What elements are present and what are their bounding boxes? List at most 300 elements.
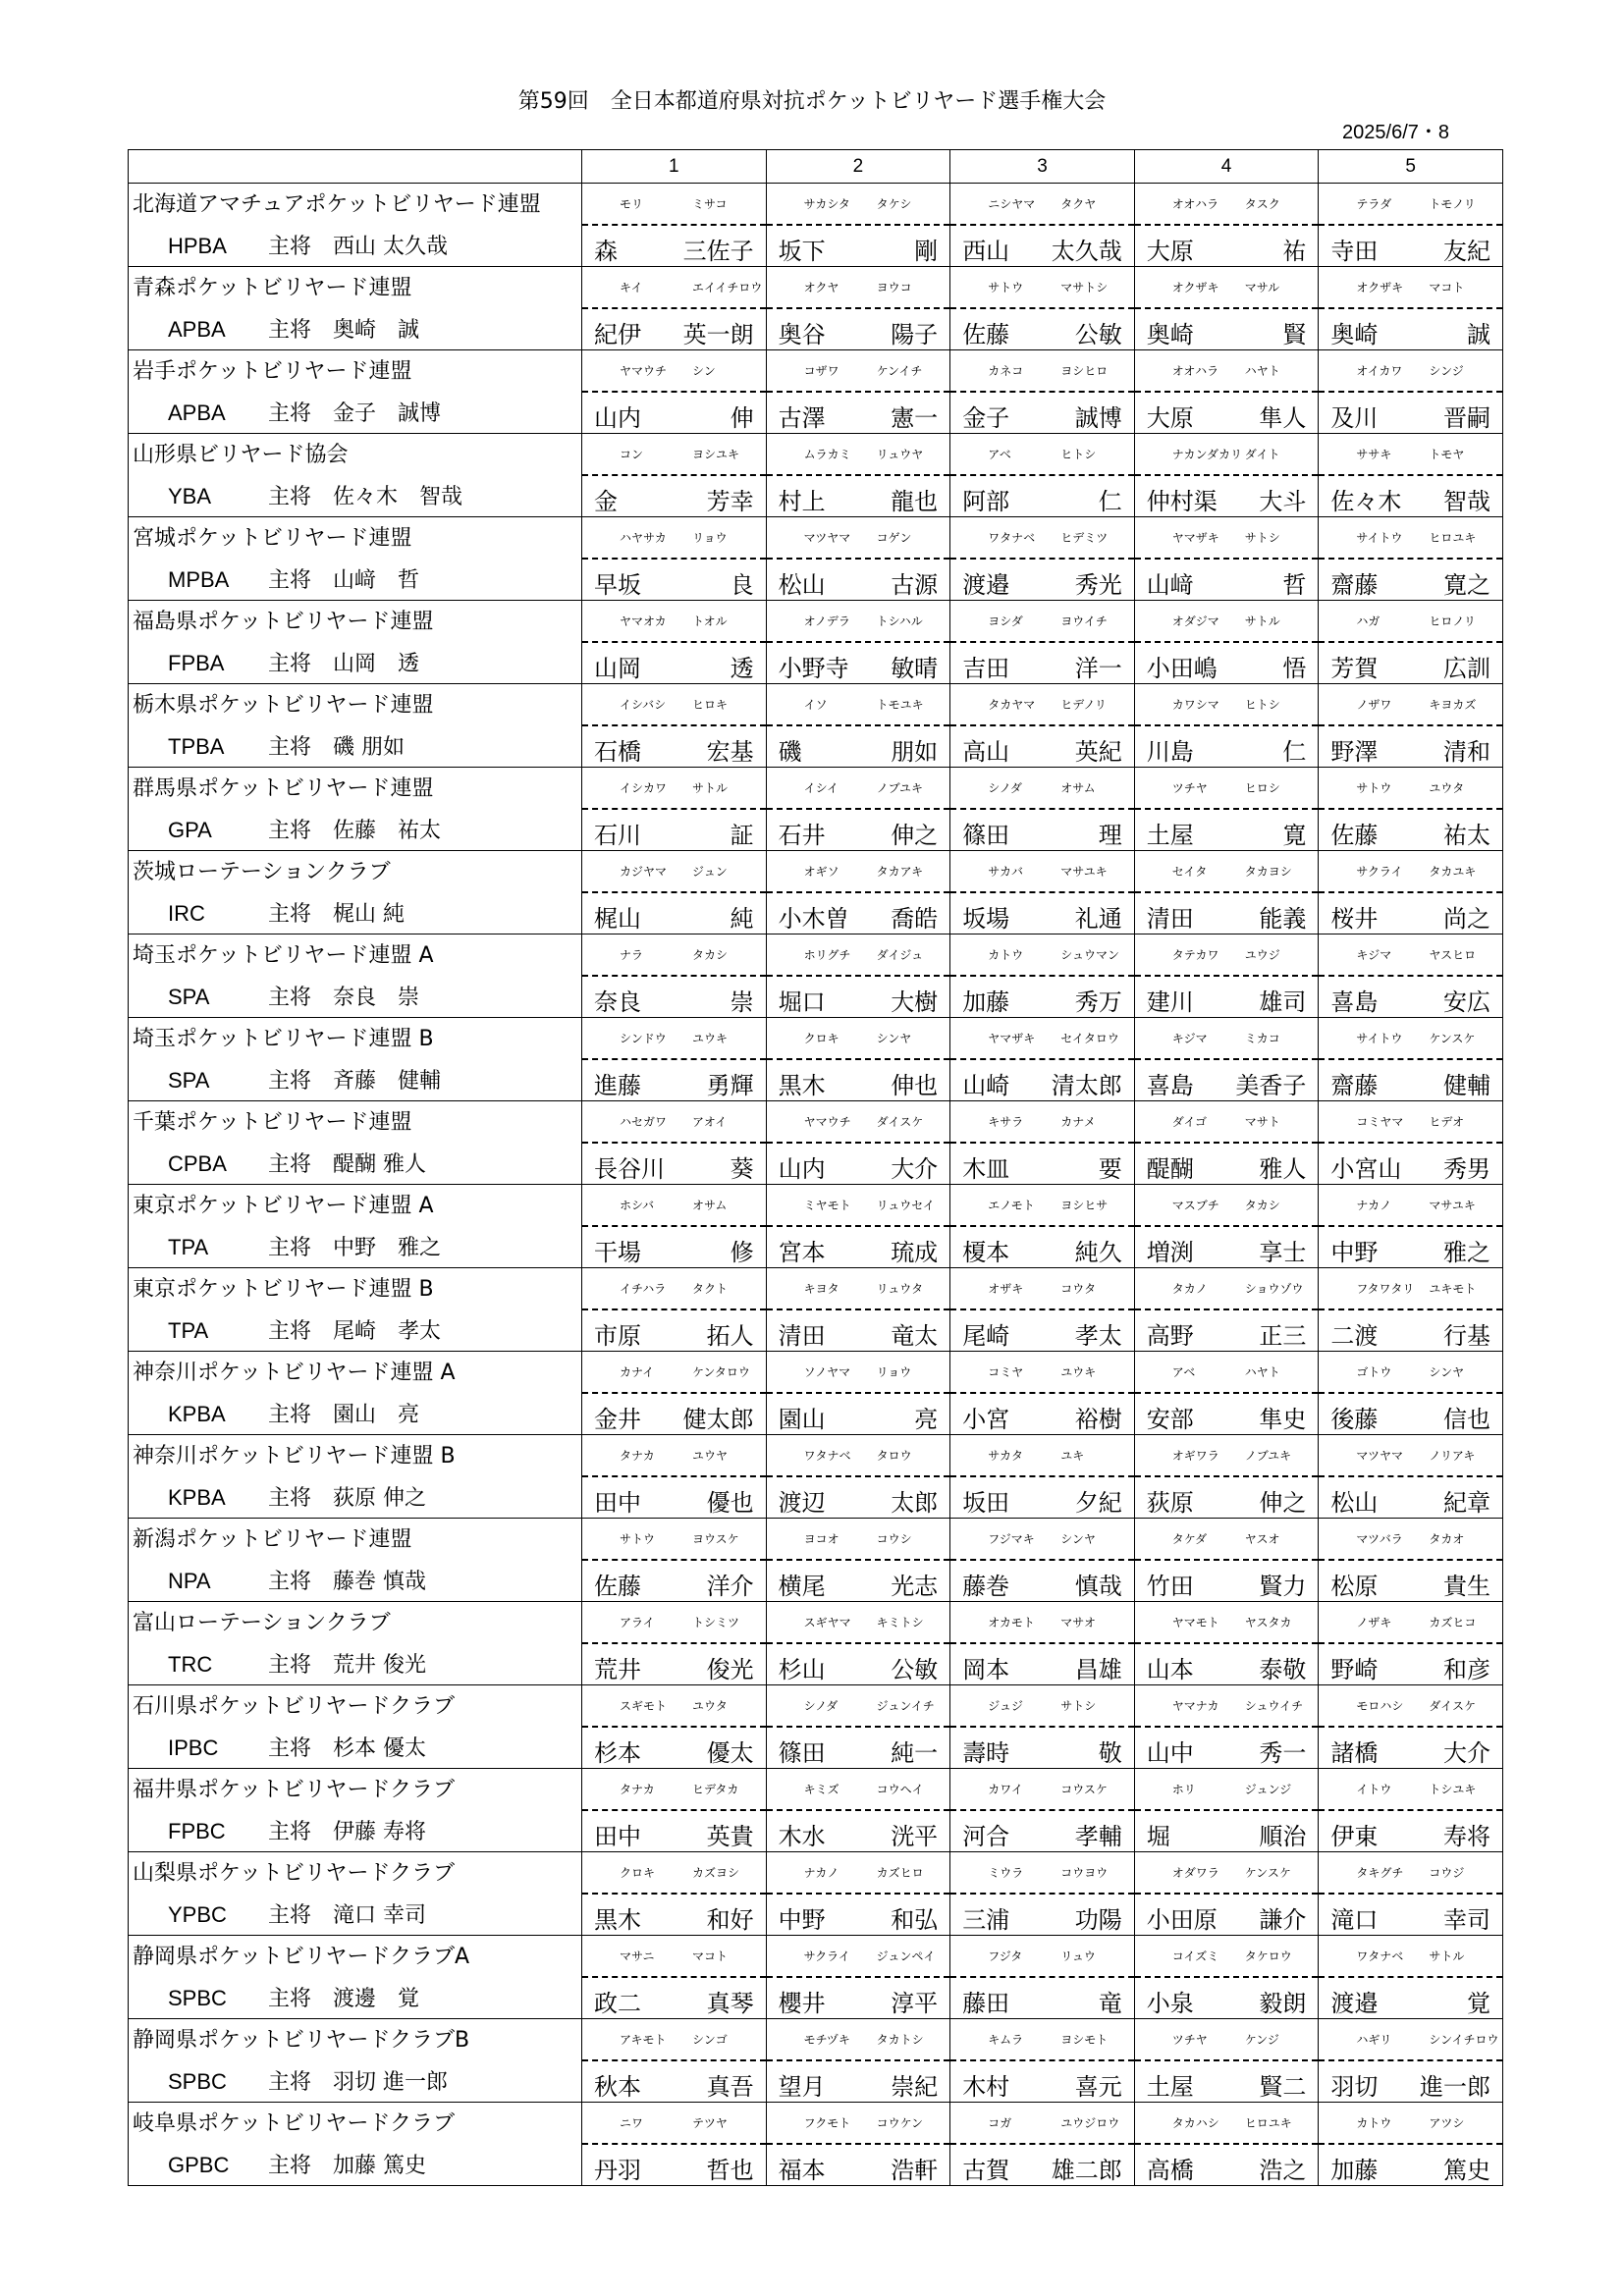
player-name [1319,1644,1502,1684]
player-surname: 滝口 [1330,1906,1379,1934]
player-reading [1135,1185,1319,1227]
player-surname: 干場 [594,1239,641,1266]
team-name: 宮城ポケットビリヤード連盟 [133,526,412,551]
player-surname: 河合 [962,1823,1010,1850]
player-surname: 松山 [1330,1489,1379,1517]
player-cell [1319,1519,1503,1602]
player-given-name: 孝輔 [1074,1823,1122,1850]
team-row [129,1352,1503,1435]
captain-label: 主将 [268,652,312,676]
player-cell [950,934,1135,1018]
given-name-reading: タケシ [876,197,912,211]
player-surname: 望月 [778,2073,826,2101]
captain-label: 主将 [268,1987,312,2011]
player-reading [950,851,1134,893]
player-given-name: 行基 [1442,1322,1490,1350]
surname-reading: マサニ [620,1949,655,1963]
player-reading [1319,1852,1502,1895]
captain-name: 伊藤 寿将 [333,1820,426,1844]
player-surname: 中野 [1330,1239,1379,1266]
captain-name: 羽切 進一郎 [333,2070,448,2095]
player-cell [1319,1268,1503,1352]
player-given-name: 悟 [1282,655,1307,682]
player-surname: 木皿 [962,1155,1010,1183]
given-name-reading: サトル [1244,614,1280,628]
player-surname: 清田 [778,1322,826,1350]
given-name-reading: マサト [1244,1115,1280,1129]
surname-reading: ハヤサカ [620,531,667,545]
player-given-name: 英一朗 [682,321,754,348]
player-surname: 喜島 [1330,988,1379,1016]
player-name [767,1477,950,1518]
team-row [129,517,1503,601]
player-surname: 大原 [1146,238,1194,265]
given-name-reading: ユウタ [1429,781,1465,795]
player-cell [766,2019,950,2103]
player-cell [766,517,950,601]
team-cell [129,684,582,768]
player-given-name: 紀章 [1442,1489,1490,1517]
player-name [950,1060,1134,1100]
player-cell [766,267,950,350]
player-cell [582,1018,767,1101]
team-cell [129,2019,582,2103]
player-surname: 齋藤 [1330,1072,1379,1099]
player-name [950,1477,1134,1518]
team-row [129,1268,1503,1352]
surname-reading: イチハラ [620,1282,667,1296]
player-reading [767,684,950,726]
player-given-name: 伸也 [891,1072,939,1099]
surname-reading: オクザキ [1171,281,1219,294]
player-given-name: 賢力 [1259,1573,1307,1600]
header-column-5: 5 [1319,150,1503,184]
player-cell [1134,2019,1319,2103]
player-reading [950,1519,1134,1561]
team-name: 千葉ポケットビリヤード連盟 [133,1110,412,1135]
player-name [1319,893,1502,934]
player-reading [767,1852,950,1895]
player-reading [1319,1268,1502,1310]
given-name-reading: コウシ [876,1532,912,1546]
surname-reading: アライ [620,1616,655,1629]
surname-reading: ハセガワ [620,1115,668,1129]
player-name [767,1060,950,1100]
team-name: 茨城ローテーションクラブ [133,860,391,884]
player-name [582,1728,766,1768]
player-given-name: 寿将 [1442,1823,1490,1850]
surname-reading: カナイ [620,1365,655,1379]
player-reading [1319,517,1502,560]
given-name-reading: トシハル [876,614,923,628]
team-name: 北海道アマチュアポケットビリヤード連盟 [133,192,541,217]
player-cell [582,851,767,934]
player-given-name: 真琴 [706,1990,754,2017]
header-column-3: 3 [950,150,1135,184]
team-info [129,1145,581,1183]
captain-name: 佐々木 智哉 [333,485,463,509]
player-reading [950,350,1134,393]
team-cell [129,1519,582,1602]
player-name [1135,1477,1319,1518]
player-given-name: 篤史 [1442,2157,1490,2184]
given-name-reading: リュウヤ [876,448,924,461]
player-given-name: 大斗 [1259,488,1307,515]
team-row [129,1101,1503,1185]
player-surname: 石川 [594,822,641,849]
given-name-reading: タカヨシ [1244,865,1292,879]
player-surname: 木水 [778,1823,826,1850]
player-given-name: 葵 [730,1155,754,1183]
surname-reading: サカシタ [803,197,850,211]
surname-reading: ヤマウチ [620,364,668,378]
player-given-name: 雄司 [1259,988,1307,1016]
player-reading [950,1018,1134,1060]
team-info [129,894,581,933]
captain-label: 主将 [268,735,312,760]
player-surname: 喜島 [1146,1072,1194,1099]
player-cell [766,1018,950,1101]
player-name [950,476,1134,516]
player-cell [582,1602,767,1685]
player-surname: 諸橋 [1330,1739,1379,1767]
player-reading [767,601,950,643]
player-name [1135,226,1319,266]
player-cell [766,1936,950,2019]
player-given-name: 美香子 [1235,1072,1307,1099]
player-given-name: 孝太 [1074,1322,1122,1350]
player-surname: 杉本 [594,1739,641,1767]
given-name-reading: トシユキ [1429,1783,1477,1796]
team-row [129,1769,1503,1852]
given-name-reading: ダイスケ [876,1115,924,1129]
player-name [950,226,1134,266]
player-given-name: 寛之 [1442,571,1490,599]
surname-reading: カトウ [1356,2116,1392,2130]
surname-reading: コミヤ [988,1365,1024,1379]
player-name [1319,1561,1502,1601]
player-cell [766,934,950,1018]
player-reading [582,684,766,726]
player-reading [1319,1101,1502,1144]
surname-reading: フジタ [988,1949,1023,1963]
player-cell [950,434,1135,517]
team-info [129,978,581,1016]
team-info [129,227,581,265]
captain-name: 杉本 優太 [333,1736,426,1761]
player-surname: 小木曽 [778,905,849,933]
player-name [950,1394,1134,1434]
player-cell [766,1519,950,1602]
captain-label: 主将 [268,1903,312,1928]
team-info [129,811,581,849]
player-surname: 小宮山 [1330,1155,1402,1183]
player-cell [582,2019,767,2103]
player-given-name: 喬皓 [891,905,939,933]
player-name [1135,309,1319,349]
team-row [129,684,1503,768]
player-cell [766,1101,950,1185]
surname-reading: カワシマ [1171,698,1219,712]
player-surname: 市原 [594,1322,641,1350]
captain-label: 主将 [268,485,312,509]
captain-label: 主将 [268,235,312,259]
player-given-name: 純一 [891,1739,939,1767]
surname-reading: ニワ [620,2116,644,2130]
player-given-name: 剛 [914,238,939,265]
player-name [950,1310,1134,1351]
given-name-reading: コゲン [876,531,912,545]
player-cell [582,768,767,851]
player-cell [1319,684,1503,768]
player-cell [1319,1685,1503,1769]
player-given-name: 芳幸 [706,488,754,515]
player-reading [950,2019,1134,2061]
player-name [950,1144,1134,1184]
player-surname: 仲村渠 [1146,488,1218,515]
player-cell [1134,1101,1319,1185]
player-reading [767,1435,950,1477]
header-column-4: 4 [1134,150,1319,184]
surname-reading: イトウ [1356,1783,1392,1796]
captain-name: 荒井 俊光 [333,1653,426,1678]
player-surname: 吉田 [962,655,1010,682]
given-name-reading: ユウキ [1060,1365,1097,1379]
player-surname: 古澤 [778,404,826,432]
captain-name: 荻原 伸之 [333,1486,426,1511]
player-reading [582,350,766,393]
team-info [129,1478,581,1517]
surname-reading: マツヤマ [1356,1449,1404,1463]
player-name [950,893,1134,934]
player-reading [1319,350,1502,393]
surname-reading: サトウ [620,1532,656,1546]
player-name [582,226,766,266]
player-cell [1134,2103,1319,2186]
player-given-name: 崇 [730,988,754,1016]
player-given-name: 雅之 [1442,1239,1490,1266]
player-name [1319,1144,1502,1184]
surname-reading: キジマ [1356,948,1392,962]
player-surname: 梶山 [594,905,641,933]
team-abbreviation: SPBC [168,1986,227,2010]
player-cell [582,1268,767,1352]
player-name [1135,1895,1319,1935]
player-name [950,1561,1134,1601]
given-name-reading: ノリアキ [1429,1449,1476,1463]
surname-reading: ホリ [1171,1783,1196,1796]
given-name-reading: カズヨシ [692,1866,740,1880]
player-surname: 石橋 [594,738,641,766]
player-cell [1134,350,1319,434]
player-surname: 山内 [594,404,641,432]
player-given-name: 信也 [1442,1406,1490,1433]
team-abbreviation: NPA [168,1569,211,1593]
player-given-name: 洸平 [891,1823,939,1850]
roster-table [128,149,1503,2186]
surname-reading: コン [620,448,644,461]
player-reading [767,1101,950,1144]
player-name [767,1728,950,1768]
player-given-name: 要 [1098,1155,1122,1183]
player-reading [950,1352,1134,1394]
player-reading [1319,1185,1502,1227]
team-row [129,934,1503,1018]
player-reading [950,684,1134,726]
team-cell [129,601,582,684]
given-name-reading: サトル [692,781,729,795]
player-surname: 尾崎 [962,1322,1010,1350]
surname-reading: ハガ [1356,614,1380,628]
player-name [1135,1310,1319,1351]
player-cell [1134,934,1319,1018]
player-surname: 芳賀 [1330,655,1379,682]
player-given-name: 大介 [891,1155,939,1183]
player-cell [582,601,767,684]
player-surname: 渡邉 [1330,1990,1379,2017]
surname-reading: オギワラ [1171,1449,1219,1463]
player-cell [950,1852,1135,1936]
surname-reading: ワタナベ [988,531,1036,545]
given-name-reading: ヒロノリ [1429,614,1476,628]
player-reading [950,1101,1134,1144]
surname-reading: ワタナベ [803,1449,851,1463]
player-given-name: 秀光 [1074,571,1122,599]
document-title: 第59回 全日本都道府県対抗ポケットビリヤード選手権大会 [517,89,1107,114]
surname-reading: サトウ [988,281,1024,294]
player-cell [766,434,950,517]
player-reading [1319,684,1502,726]
player-reading [582,1268,766,1310]
player-cell [1134,1685,1319,1769]
player-reading [1319,1685,1502,1728]
player-surname: 山中 [1146,1739,1194,1767]
player-given-name: 亮 [914,1406,939,1433]
player-given-name: 良 [730,571,754,599]
player-given-name: 太郎 [891,1489,939,1517]
captain-name: 佐藤 祐太 [333,819,442,843]
player-cell [766,768,950,851]
header-team-column [129,150,582,184]
player-given-name: 誠博 [1074,404,1122,432]
surname-reading: ヤマザキ [988,1032,1036,1045]
player-name [767,309,950,349]
captain-label: 主将 [268,819,312,843]
player-cell [582,1936,767,2019]
player-name [582,1310,766,1351]
player-name [767,2145,950,2185]
given-name-reading: ヒデタカ [692,1783,739,1796]
player-name [950,1978,1134,2018]
player-cell [766,601,950,684]
player-surname: 山内 [778,1155,826,1183]
player-reading [767,1018,950,1060]
team-cell [129,184,582,267]
player-reading [1135,684,1319,726]
player-cell [1319,350,1503,434]
team-cell [129,1101,582,1185]
surname-reading: カネコ [988,364,1024,378]
team-abbreviation: YPBC [168,1902,227,1927]
team-row [129,1685,1503,1769]
player-cell [1134,601,1319,684]
team-cell [129,1352,582,1435]
player-cell [1134,1602,1319,1685]
team-abbreviation: TRC [168,1652,213,1677]
surname-reading: タテカワ [1171,948,1219,962]
player-surname: 松原 [1330,1573,1379,1600]
player-cell [1134,184,1319,267]
player-given-name: 仁 [1098,488,1122,515]
player-name [1135,1728,1319,1768]
player-name [950,1811,1134,1851]
player-surname: 醍醐 [1146,1155,1194,1183]
player-reading [1319,768,1502,810]
player-reading [1135,2103,1319,2145]
player-given-name: 清太郎 [1051,1072,1122,1099]
player-surname: 二渡 [1330,1322,1379,1350]
surname-reading: タカノ [1171,1282,1208,1296]
player-name [1135,643,1319,683]
given-name-reading: タクト [692,1282,729,1296]
player-name [767,476,950,516]
player-surname: 早坂 [594,571,641,599]
team-row [129,1602,1503,1685]
player-given-name: 礼通 [1074,905,1122,933]
player-surname: 木村 [962,2073,1010,2101]
player-name [1135,2145,1319,2185]
player-given-name: 伸 [730,404,754,432]
player-reading [950,1936,1134,1978]
captain-label: 主将 [268,401,312,426]
player-surname: 古賀 [962,2157,1010,2184]
player-reading [950,1435,1134,1477]
surname-reading: カトウ [988,948,1024,962]
surname-reading: モロハシ [1356,1699,1404,1713]
surname-reading: カワイ [988,1783,1023,1796]
team-abbreviation: APBA [168,400,226,425]
player-name [767,560,950,600]
given-name-reading: エイイチロウ [692,281,763,294]
team-name: 富山ローテーションクラブ [133,1611,391,1635]
player-name [1319,2145,1502,2185]
team-info [129,1228,581,1266]
team-info [129,1061,581,1099]
player-name [767,893,950,934]
player-given-name: 宏基 [706,738,754,766]
given-name-reading: トモヤ [1429,448,1465,461]
player-reading [950,184,1134,226]
player-given-name: 敏晴 [891,655,939,682]
player-reading [950,1769,1134,1811]
surname-reading: サイトウ [1356,531,1403,545]
team-info [129,561,581,599]
player-reading [1135,1852,1319,1895]
surname-reading: キヨタ [803,1282,839,1296]
team-abbreviation: TPA [168,1318,209,1343]
surname-reading: アベ [1171,1365,1196,1379]
player-reading [1135,2019,1319,2061]
given-name-reading: ユキモト [1429,1282,1477,1296]
player-given-name: 崇紀 [891,2073,939,2101]
player-reading [582,184,766,226]
player-name [1135,810,1319,850]
surname-reading: タケダ [1171,1532,1208,1546]
player-name [950,1728,1134,1768]
team-abbreviation: GPA [168,818,212,842]
player-given-name: 祐 [1282,238,1307,265]
surname-reading: ハギリ [1356,2033,1392,2047]
